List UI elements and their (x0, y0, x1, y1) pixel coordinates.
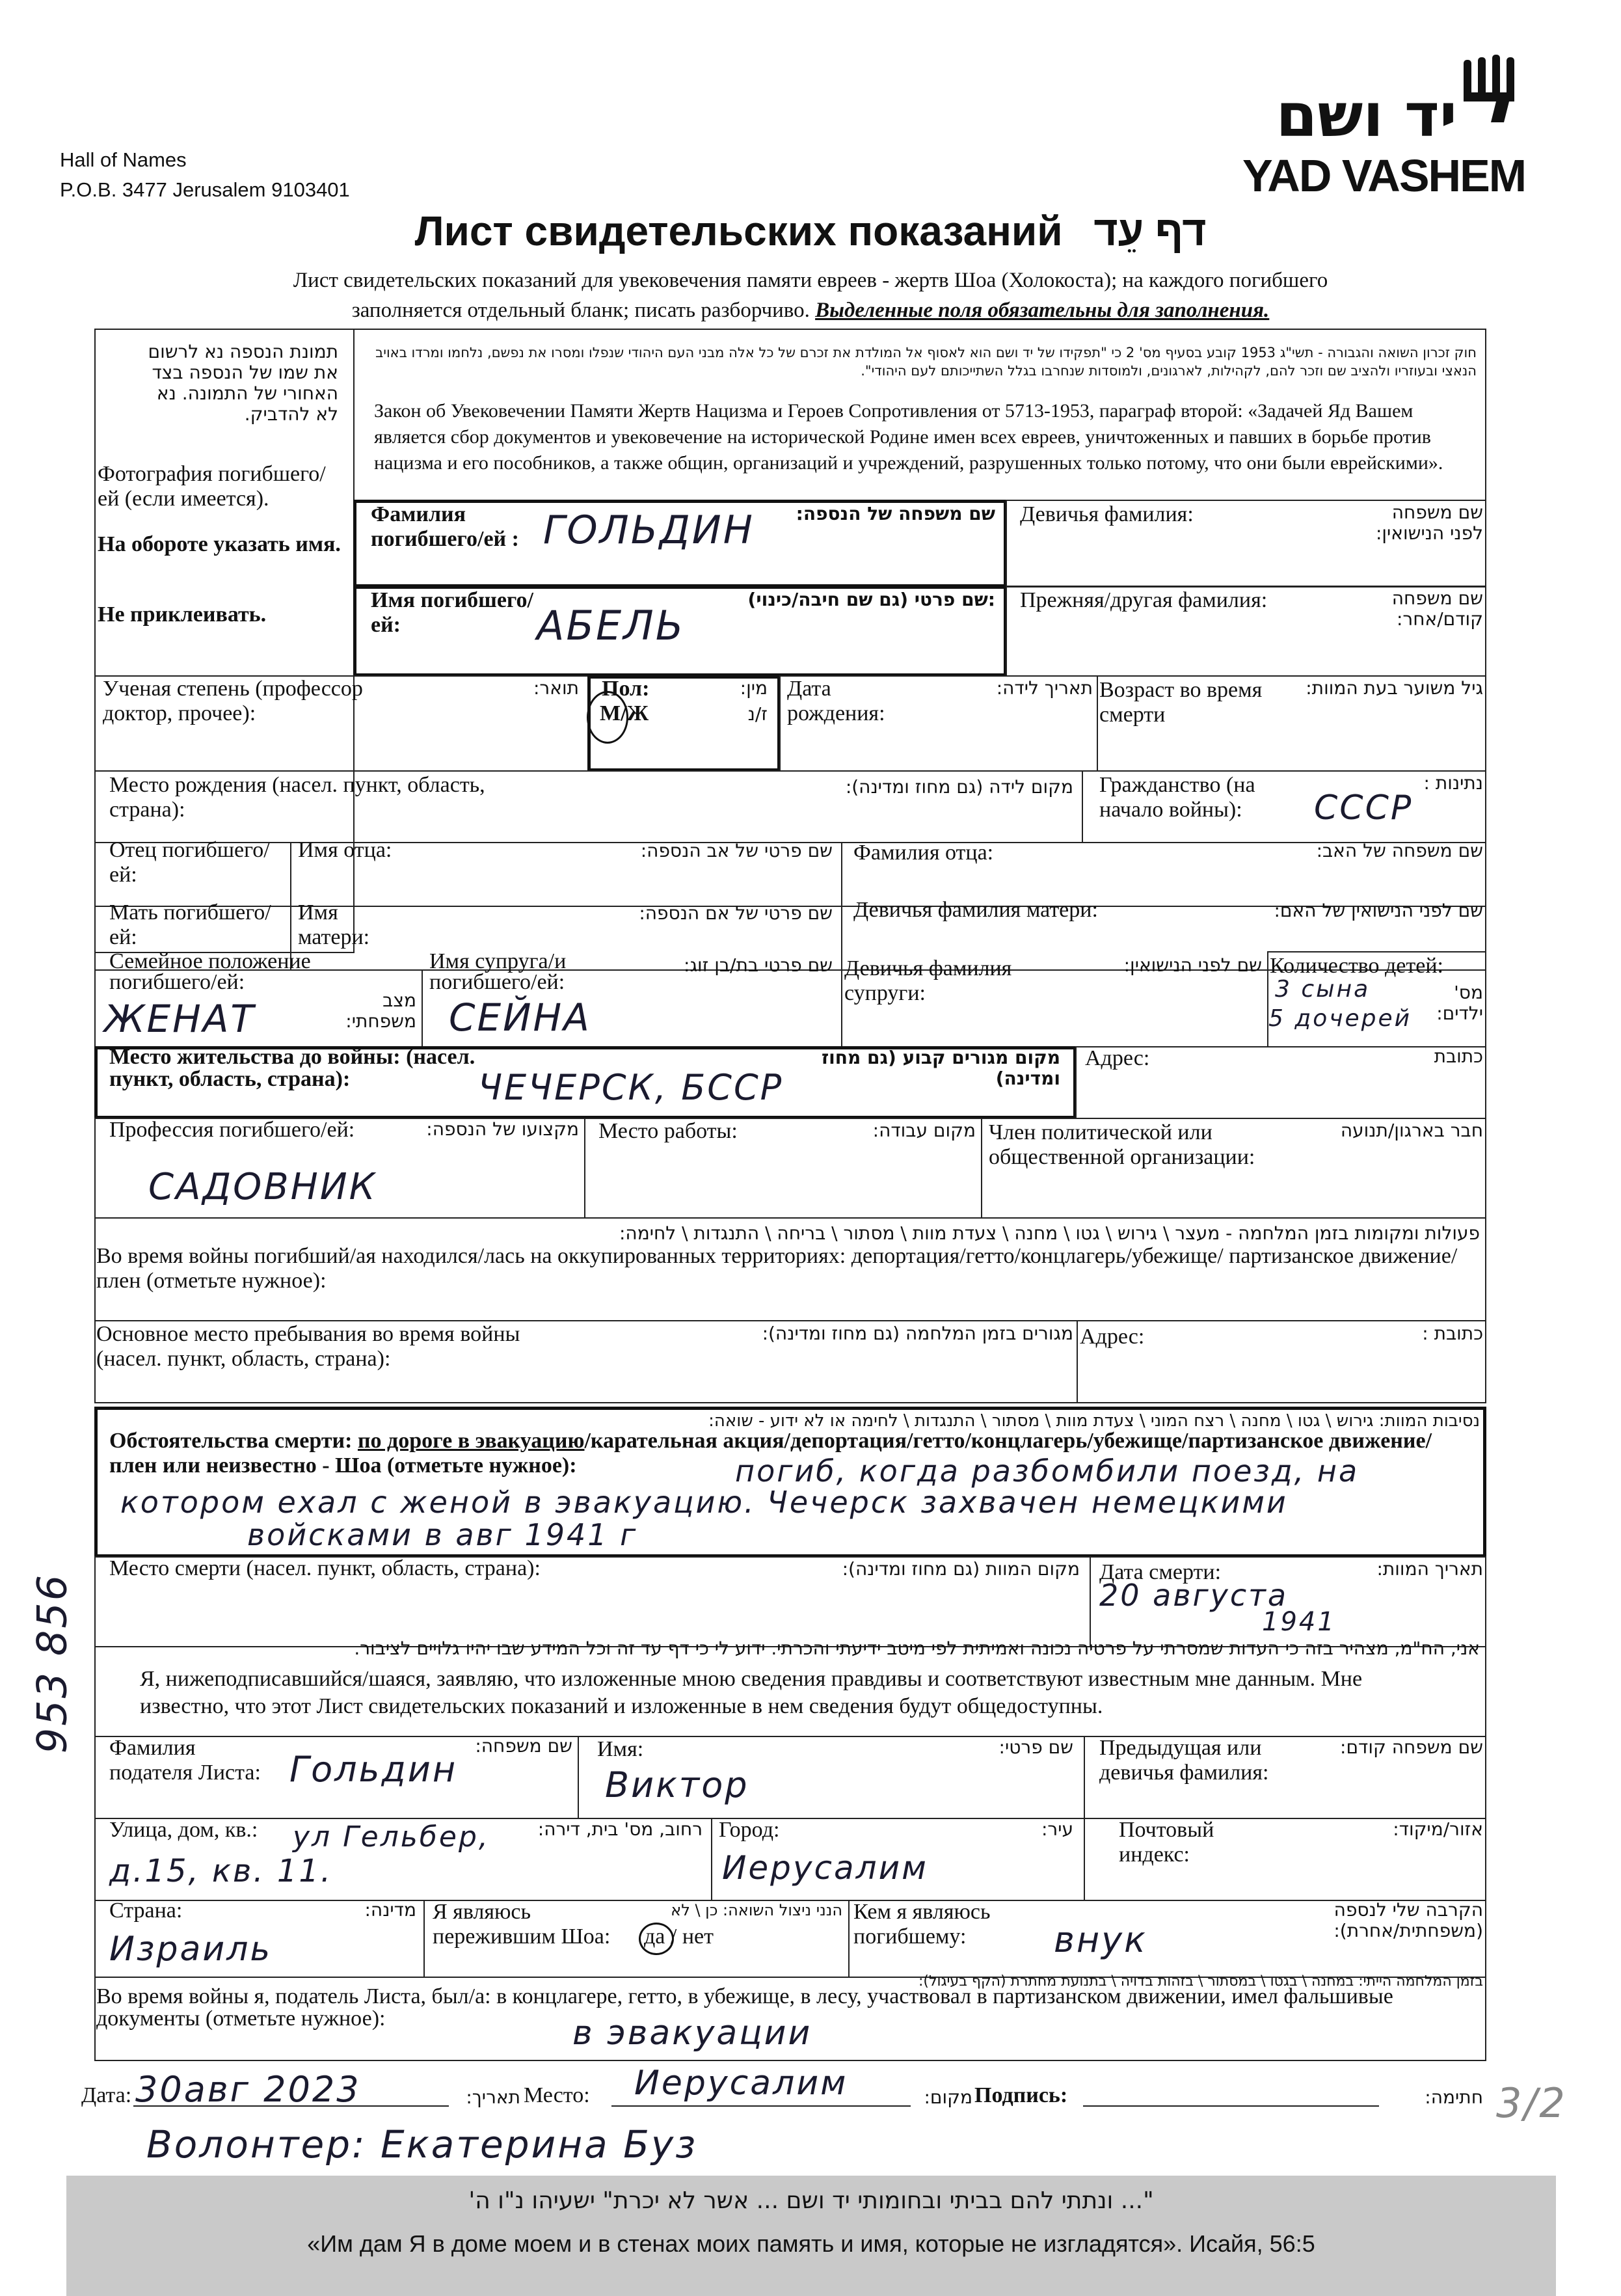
subtitle-line1: Лист свидетельских показаний для увековечения памяти евреев - жертв Шоа (Холокоста); на каждого погибшего (293, 269, 1328, 292)
birth-hebrew: תאריך לידה: (996, 677, 1093, 699)
spouse-value: СЕЙНА (449, 995, 591, 1040)
main-place-label: Основное место пребывания во время войны (насел. пункт, область, страна): (96, 1322, 520, 1371)
survivor-circle-mark (639, 1923, 674, 1955)
degree-label: Ученая степень (профессор доктор, прочее): (103, 677, 363, 725)
page-title (0, 207, 1621, 255)
death-date-hebrew: תאריך המוות: (1376, 1558, 1483, 1580)
name-hebrew: :שם פרטי (גם שם חיבה/כינוי) (747, 589, 995, 610)
menorah-flame-icon (1457, 52, 1529, 124)
submitter-war-russian: Во время войны я, податель Листа, был/а: в концлагере, гетто, в убежище, в лесу, участвовал в партизанском движении, имел фальшивые документы (отметьте нужное): (96, 1984, 1393, 2031)
death-label: Обстоятельства смерти: (109, 1429, 358, 1453)
children-hebrew: מס' ילדים: (1436, 982, 1483, 1024)
father-surname-label: Фамилия отца: (853, 841, 994, 865)
sign-place-line (611, 2105, 911, 2107)
maiden-hebrew: שם משפחה לפני הנישואין: (1375, 502, 1483, 544)
marital-value: ЖЕНАТ (104, 997, 256, 1041)
sign-signature-hebrew: חתימה: (1425, 2087, 1483, 2108)
war-address-label: Адрес: (1080, 1325, 1145, 1349)
profession-hebrew: מקצועו של הנספה: (426, 1118, 579, 1140)
sign-date-label: Дата: (81, 2083, 132, 2107)
subtitle-line2: заполняется отдельный бланк; писать разборчиво. (351, 299, 810, 322)
street-value-line2: д.15, кв. 11. (109, 1853, 333, 1889)
surname-label: Фамилия погибшего/ей : (371, 502, 519, 551)
name-label: Имя погибшего/ей: (371, 588, 533, 637)
birth-label: Дата рождения: (787, 677, 885, 725)
law-russian: Закон об Увековечении Памяти Жертв Нацизма и Героев Сопротивления от 5713-1953, параграф второй: «Задачей Яд Вашем является сбор документов и увековечение на исторической Родине имен всех евреев, уничтоженных и павших в борьбе против нацизма и его пособников, а также общин, организаций и учреждений, разрушенных только потому, что они были еврейскими». (374, 400, 1443, 474)
mother-maiden-label: Девичья фамилия матери: (853, 898, 1098, 922)
sign-place-label: Место: (524, 2083, 590, 2107)
street-label: Улица, дом, кв.: (109, 1818, 258, 1842)
father-hebrew: שם פרטי של אב הנספה: (640, 840, 833, 861)
death-place-hebrew: מקום המוות (גם מחוז ומדינה): (842, 1558, 1080, 1580)
side-number: 953 856 (28, 1573, 76, 1754)
volunteer-note: Волонтер: Екатерина Буз (146, 2122, 698, 2167)
death-selected-option: по дороге в эвакуацию (357, 1429, 585, 1453)
submitter-prev-hebrew: שם משפחה קודם: (1340, 1736, 1483, 1758)
logo-latin: YAD VASHEM (1242, 150, 1526, 201)
degree-hebrew: תואר: (533, 677, 579, 699)
age-hebrew: גיל משוער בעת המוות: (1306, 677, 1483, 699)
org-address: P.O.B. 3477 Jerusalem 9103401 (60, 178, 350, 201)
sex-label: Пол: (602, 677, 650, 701)
member-label: Член политической или общественной организации: (989, 1120, 1255, 1169)
profession-value: САДОВНИК (148, 1166, 377, 1208)
subtitle (0, 265, 1621, 325)
survivor-label: Я являюсь пережившим Шоа: (433, 1900, 611, 1949)
residence-hebrew: מקום מגורים קבוע (גם מחוז ומדינה) (821, 1047, 1060, 1089)
submitter-war-value: в эвакуации (572, 2014, 812, 2053)
page-mark: 3/2 (1496, 2079, 1567, 2127)
yad-vashem-logo (1236, 52, 1529, 208)
residence-value: ЧЕЧЕРСК, БССР (478, 1067, 784, 1108)
marital-label: Семейное положение погибшего/ей: (109, 949, 311, 994)
spouse-maiden-hebrew: שם לפני הנישואין: (1123, 954, 1262, 976)
death-hebrew: נסיבות המוות: גירוש \ גטו \ מחנה \ רצח המוני \ צעדת מוות \ מסתור \ התנגדות \ לחימה או לא ידוע - שואה: (708, 1411, 1480, 1431)
spouse-maiden-label: Девичья фамилия супруги: (844, 956, 1012, 1005)
city-value: Иерусалим (722, 1849, 928, 1887)
submitter-surname-label: Фамилия подателя Листа: (109, 1736, 261, 1785)
war-activities-russian: Во время войны погибший/ая находился/лась на оккупированных территориях: депортация/гетто/концлагерь/убежище/ партизанское движение/плен (отметьте нужное): (96, 1244, 1458, 1293)
street-hebrew: רחוב, מס' בית, דירה: (537, 1818, 703, 1840)
footer-russian: «Им дам Я в доме моем и в стенах моих память и имя, которые не изгладятся». Исайя, 56:5 (307, 2230, 1315, 2257)
zip-hebrew: אזור/מיקוד: (1393, 1818, 1483, 1840)
relation-hebrew: הקרבה שלי לנספה (משפחתית/אחרת): (1333, 1899, 1483, 1941)
death-place-label: Место смерти (насел. пункт, область, страна): (109, 1556, 541, 1580)
sign-place-value: Иерусалим (634, 2064, 848, 2103)
citizenship-label: Гражданство (на начало войны): (1099, 773, 1255, 822)
maiden-label: Девичья фамилия: (1020, 502, 1194, 526)
submitter-name-label: Имя: (597, 1737, 644, 1761)
war-address-hebrew: כתובת : (1422, 1323, 1483, 1344)
death-date-value-year: 1941 (1262, 1607, 1336, 1637)
submitter-surname-value: Гольдин (289, 1749, 458, 1790)
sex-hebrew-options: ז/נ (747, 703, 768, 725)
country-value: Израиль (109, 1930, 273, 1969)
war-activities-hebrew: פעולות ומקומות בזמן המלחמה - מעצר \ גירוש \ גטו \ מחנה \ צעדת מוות \ מסתור \ בריחה \ התנגדות \ לחימה: (619, 1222, 1480, 1244)
mother-hebrew: שם פרטי של אם הנספה: (639, 902, 833, 924)
father-surname-hebrew: שם משפחה של האב: (1316, 840, 1483, 861)
sign-date-hebrew: תאריך: (466, 2087, 520, 2108)
father-name-label: Имя отца: (298, 838, 392, 862)
other-surname-label: Прежняя/другая фамилия: (1020, 588, 1268, 612)
survivor-options: да / нет (644, 1925, 714, 1949)
logo-hebrew: יד ושם (1276, 81, 1457, 150)
death-date-value-day: 20 августа (1099, 1578, 1289, 1613)
sign-signature-line (1083, 2105, 1379, 2107)
main-place-hebrew: מגורים בזמן המלחמה (גם מחוז ומדינה): (762, 1323, 1073, 1344)
work-hebrew: מקום עבודה: (872, 1120, 976, 1141)
subtitle-emphasis: Выделенные поля обязательны для заполнения. (815, 299, 1270, 322)
residence-label: Место жительства до войны: (насел. пункт, область, страна): (109, 1045, 476, 1091)
address-hebrew: כתובת (1434, 1046, 1483, 1067)
death-date-label: Дата смерти: (1099, 1560, 1222, 1584)
sign-signature-label: Подпись: (974, 2083, 1068, 2107)
marital-hebrew: מצב משפחתי: (345, 990, 416, 1032)
address-label: Адрес: (1085, 1046, 1150, 1070)
title-hebrew: דף עֵד (1093, 208, 1207, 254)
photo-hebrew: תמונת הנספה נא לרשום את שמו של הנספה בצד האחורי של התמונה. נא לא להדביק. (148, 341, 338, 425)
surname-value: ГОЛЬДИН (543, 507, 755, 553)
father-label: Отец погибшего/ей: (109, 838, 270, 887)
mother-name-label: Имя матери: (298, 900, 370, 949)
children-value-sons: 3 сына (1275, 976, 1371, 1003)
children-value-daughters: 5 дочерей (1268, 1005, 1412, 1032)
citizenship-hebrew: נתינות : (1423, 772, 1483, 794)
submitter-name-value: Виктор (605, 1764, 749, 1805)
birthplace-hebrew: מקום לידה (גם מחוז ומדינה): (845, 776, 1073, 798)
other-surname-hebrew: שם משפחה קודם/אחר: (1391, 588, 1483, 630)
father-divider (290, 842, 291, 907)
profession-label: Профессия погибшего/ей: (109, 1118, 355, 1142)
submitter-prev-label: Предыдущая или девичья фамилия: (1099, 1736, 1269, 1785)
title-russian: Лист свидетельских показаний (414, 208, 1063, 254)
footer-hebrew: "... ונתתי להם בביתי ובחומותי יד ושם ... אשר לא יכרת" ישעיהו נ"ו ה' (468, 2187, 1154, 2214)
city-label: Город: (719, 1818, 780, 1842)
photo-note-name: На обороте указать имя. (98, 532, 341, 556)
law-hebrew: חוק זכרון השואה והגבורה - תשי"ג 1953 קובע בסעיף מס' 2 כי "תפקידו של יד ושם הוא לאסוף אל המולדת את זכרם של כל אלה מבני העם היהודי שנפלו ומסרו את נפשם, נלחמו ומרדו באויב הנאצי ובעוזריו ולהציב שם וזכר להם, לקהילות, לארגונים, ולמוסדות שנחרבו בגלל השתייכותם לעם היהודי". (375, 345, 1477, 379)
relation-value: внук (1054, 1919, 1147, 1960)
submitter-surname-hebrew: שם משפחה: (475, 1735, 572, 1757)
age-label: Возраст во время смерти (1099, 678, 1263, 727)
death-text-line1: погиб, когда разбомбили поезд, на (735, 1453, 1360, 1489)
work-label: Место работы: (598, 1119, 738, 1143)
country-label: Страна: (109, 1898, 183, 1923)
city-hebrew: עיר: (1041, 1818, 1073, 1840)
sign-date-value: 30авг 2023 (135, 2069, 361, 2110)
declaration-hebrew: אני, הח"מ, מצהיר בזה כי העדות שמסרתי על פרטיה נכונה ואמיתית לפי מיטב ידיעתי והכרתי. ידוע לי כי דף עד זה וכל המידע שבו יהיו גלויים לציבור. (354, 1638, 1480, 1659)
death-text-line3: войсками в авг 1941 г (247, 1517, 638, 1552)
spouse-hebrew: שם פרטי בת/בן זוג: (684, 954, 833, 976)
sex-hebrew: מין: (740, 677, 768, 699)
birthplace-label: Место рождения (насел. пункт, область, страна): (109, 773, 485, 822)
submitter-war-hebrew: בזמן המלחמה הייתי: במחנה \ בגטו \ במסתור \ בזהות בדויה \ בתנועת מחתרת (הקף בעיגול): (918, 1973, 1483, 1990)
name-value: АБЕЛЬ (537, 602, 686, 649)
mother-label: Мать погибшего/ей: (109, 900, 271, 949)
country-hebrew: מדינה: (364, 1899, 416, 1921)
declaration-russian: Я, нижеподписавшийся/шаяся, заявляю, что изложенные мною сведения правдивы и соответствуют известным мне данным. Мне известно, что этот Лист свидетельских показаний и изложенные в нем сведения будут общедоступны. (140, 1667, 1363, 1718)
citizenship-value: СССР (1314, 789, 1413, 828)
mother-maiden-hebrew: שם לפני הנישואין של האם: (1274, 900, 1483, 921)
survivor-hebrew: הנני ניצול השואה: כן \ לא (671, 1901, 842, 1919)
sign-place-hebrew: מקום: (924, 2087, 972, 2108)
sex-circle-mark (587, 691, 628, 744)
photo-note-noglue: Не приклеивать. (98, 602, 267, 627)
member-hebrew: חבר בארגון/תנועה (1340, 1120, 1483, 1141)
children-label: Количество детей: (1270, 954, 1443, 978)
relation-label: Кем я являюсь погибшему: (853, 1900, 991, 1949)
submitter-name-hebrew: שם פרטי: (998, 1736, 1073, 1758)
photo-label: Фотография погибшего/ей (если имеется). (98, 462, 326, 511)
street-value-line1: ул Гельбер, (293, 1820, 490, 1854)
spouse-label: Имя супруга/и погибшего/ей: (429, 949, 567, 994)
org-name: Hall of Names (60, 148, 187, 171)
death-text-line2: котором ехал с женой в эвакуацию. Чечерск захвачен немецкими (120, 1485, 1288, 1520)
death-options: /карательная акция/депортация/гетто/концлагерь/убежище/партизанское движение/плен или неизвестно - Шоа (отметьте нужное): (109, 1429, 1432, 1478)
surname-hebrew: שם משפחה של הנספה: (796, 503, 995, 524)
zip-label: Почтовый индекс: (1119, 1818, 1214, 1867)
sex-options: М/Ж (600, 701, 649, 725)
